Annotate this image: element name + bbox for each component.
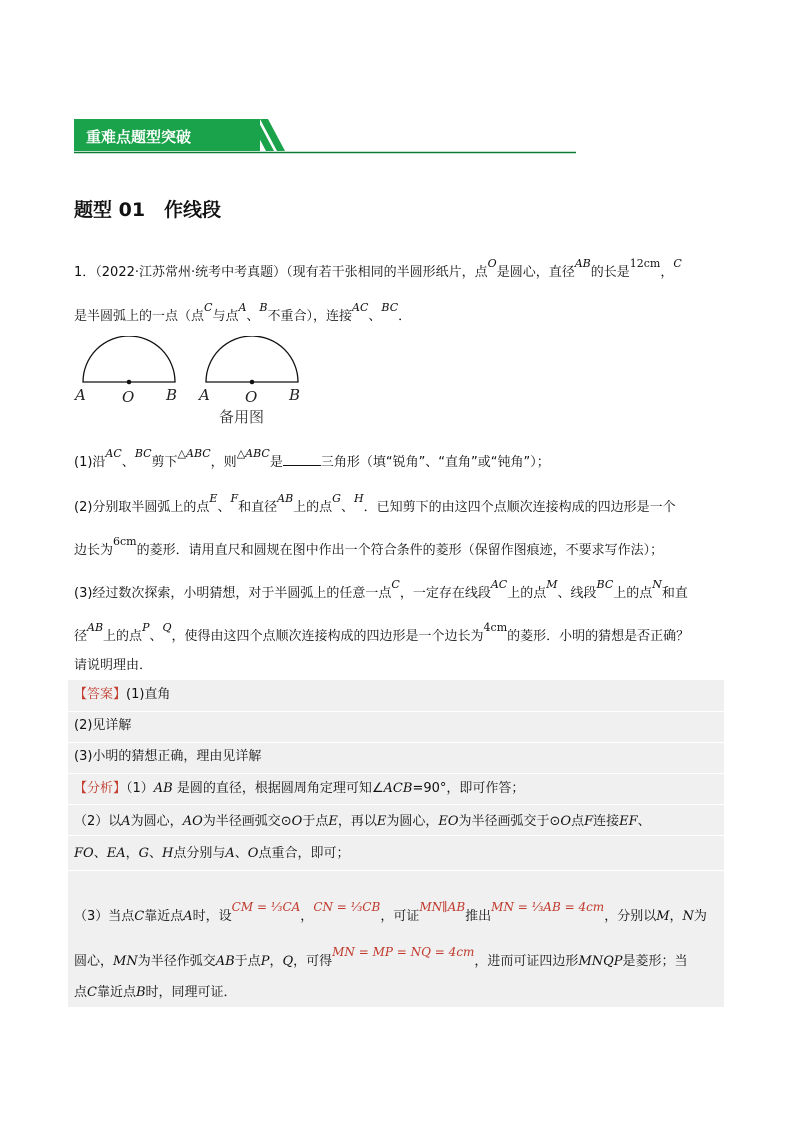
math-var: EA [106,846,126,861]
row-divider [68,773,724,774]
math-var: AO [182,814,203,829]
answer-3: (3)小明的猜想正确，理由见详解 [74,749,262,764]
formula-cn: CN = ⅓CB [313,900,381,914]
analysis-text: 为 [693,909,707,924]
math-value: 12cm [629,257,661,270]
math-var: AC [490,578,508,591]
analysis-line-4 [74,900,707,928]
analysis-line-2 [74,811,651,833]
math-var: O [291,814,303,829]
q-text: 三角形（填“锐角”、“直角”或“钝角”）； [320,455,550,470]
math-var: E [209,492,218,505]
math-var: AC [352,301,369,314]
q-text: 上的点 [293,500,333,515]
formula-parallel: MN∥AB [419,900,466,914]
math-var: MNQP [578,954,623,969]
stem-text: 的长是 [590,265,630,280]
analysis-text: 点 [74,985,88,1000]
math-var: A [225,846,235,861]
stem-text: 与点 [212,309,239,324]
math-var: A [121,814,131,829]
stem-text: ． [398,309,412,324]
figure-caption: 备用图 [219,408,265,426]
stem-text: 不重合），连接 [267,309,353,324]
stem-text: 、 [368,309,382,324]
math-var: C [391,578,400,591]
math-var: Q [162,621,172,634]
math-var: BC [596,578,614,591]
stem-text: （现有若干张相同的半圆形纸片，点 [286,265,488,280]
row-divider [68,804,724,805]
answer-blank [283,453,321,466]
analysis-text: 为半径画弧交于⊙ [458,814,561,829]
math-var: M [656,909,670,924]
q-text: 和直径 [238,500,278,515]
math-var: C [87,985,97,1000]
math-var: H [162,846,174,861]
section-banner-label: 重难点题型突破 [86,128,192,146]
analysis-text: 靠近点 [144,909,184,924]
q-text: 、 [149,629,163,644]
stem-text: ， [660,265,674,280]
semicircle-figures [70,336,310,431]
math-var: F [230,492,239,505]
analysis-text: ，分别以 [604,909,657,924]
math-var: N [682,909,694,924]
analysis-text: 、 [93,846,107,861]
question-1 [74,447,550,474]
analysis-text: 是圆的直径，根据圆周角定理可知∠ [172,781,384,796]
answer-2: (2)见详解 [74,718,132,733]
q-text: ．已知剪下的由这四个点顺次连接构成的四边形是一个 [363,500,676,515]
problem-source: （2022·江苏常州·统考中考真题） [95,265,287,280]
analysis-text: 点分别与 [173,846,226,861]
math-var: AB [215,954,235,969]
q-text: 边长为 [74,543,114,558]
analysis-text: 圆心， [74,954,114,969]
label-o-1: O [122,388,135,406]
analysis-text: ， [125,846,139,861]
analysis-line-3 [74,843,349,865]
math-var: F [584,814,594,829]
math-var: G [138,846,149,861]
label-b-2: B [289,386,301,404]
question-2-line-1 [74,492,676,519]
semicircle-2 [206,336,298,382]
math-var: G [332,492,341,505]
question-3-line-2 [74,621,690,648]
math-var: C [673,257,682,270]
math-var: C [204,301,213,314]
analysis-text: ，再以 [337,814,377,829]
analysis-text: ， [269,954,283,969]
analysis-text: 为圆心， [386,814,439,829]
q-text: 的菱形．小明的猜想是否正确？ [507,629,690,644]
semicircle-1 [83,336,175,382]
formula-rhombus: MN = MP = NQ = 4cm [332,945,475,959]
q-text: ，则 [210,455,237,470]
analysis-text: 连接 [593,814,620,829]
center-dot-2 [250,380,255,385]
math-var: AB [277,492,294,505]
math-var: A [238,301,247,314]
label-b-1: B [166,386,178,404]
label-a-2: A [199,386,210,404]
analysis-text: 靠近点 [96,985,136,1000]
analysis-text: （1） [126,781,154,796]
q-text: ，使得由这四个点顺次连接构成的四边形是一个边长为 [171,629,484,644]
q-text: (1)沿 [74,455,106,470]
math-var: ABC [186,447,211,460]
label-o-2: O [245,388,258,406]
math-var: E [328,814,338,829]
math-var: FO [74,846,94,861]
center-dot-1 [127,380,132,385]
q-text: 、 [340,500,354,515]
section-banner [74,119,576,155]
q-text: 和直 [661,586,688,601]
formula-mn: MN = ⅓AB = 4cm [491,900,605,914]
math-var: O [247,846,259,861]
math-var: P [142,621,150,634]
math-var: AB [153,781,173,796]
math-var: B [259,301,268,314]
row-divider [68,870,724,871]
analysis-text: 、 [149,846,163,861]
math-var: A [183,909,193,924]
analysis-text: （3）当点 [74,909,135,924]
math-var: P [260,954,270,969]
q-text: 上的点 [613,586,653,601]
math-value: 6cm [113,535,137,548]
analysis-text: ，进而可证四边形 [474,954,579,969]
analysis-text: 推出 [465,909,492,924]
row-divider [68,711,724,712]
analysis-line-5 [74,945,688,973]
label-a-1: A [75,386,86,404]
q-text: 的菱形．请用直尺和圆规在图中作出一个符合条件的菱形（保留作图痕迹，不要求写作法）； [136,543,664,558]
math-var: EF [619,814,638,829]
analysis-tag: 【分析】 [74,781,127,796]
stem-text: 是圆心，直径 [496,265,575,280]
q-text: 、 [121,455,135,470]
math-var: BC [134,447,152,460]
stem-text: 、 [246,309,260,324]
math-var: BC [381,301,399,314]
math-var: AB [87,621,104,634]
formula-cm: CM = ⅓CA [231,900,301,914]
math-var: C [134,909,145,924]
analysis-text: （2）以 [74,814,122,829]
problem-number: 1． [74,265,96,280]
stem-text: 是半圆弧上的一点（点 [74,309,205,324]
question-2-line-2 [74,535,664,562]
q-text: 、 [217,500,231,515]
analysis-line-1 [74,778,524,800]
triangle-symbol: △ [236,447,246,460]
q-text: ，一定存在线段 [399,586,491,601]
topic-title: 题型 01 作线段 [74,199,222,221]
math-var: ABC [245,447,270,460]
question-3-line-3: 请说明理由． [74,658,153,673]
analysis-line-6 [74,982,237,1004]
row-divider [68,835,724,836]
q-text: 上的点 [507,586,547,601]
q-text: (3)经过数次探索，小明猜想，对于半圆弧上的任意一点 [74,586,392,601]
math-var: B [135,985,146,1000]
analysis-text: 、 [637,814,651,829]
math-value: 4cm [483,621,508,634]
q-text: 上的点 [103,629,143,644]
math-var: AB [574,257,591,270]
math-var: M [546,578,558,591]
math-var: AC [105,447,122,460]
analysis-text: 于点 [234,954,261,969]
answer-line-1 [74,684,170,706]
analysis-text: 、 [234,846,248,861]
analysis-text: ，可得 [293,954,333,969]
row-divider [68,742,724,743]
analysis-text: ， [669,909,683,924]
math-var: H [353,492,364,505]
analysis-text: 是菱形；当 [622,954,688,969]
analysis-text: 时，设 [192,909,232,924]
triangle-symbol: △ [177,447,187,460]
math-var: EO [438,814,459,829]
analysis-text: =90°，即可作答； [412,781,525,796]
question-3-line-1 [74,578,688,605]
analysis-text: 于点 [302,814,329,829]
q-text: 是 [269,455,283,470]
math-var: O [487,257,497,270]
analysis-text: ，可证 [380,909,420,924]
answer-tag: 【答案】 [74,687,127,702]
analysis-text: 时，同理可证． [145,985,237,1000]
answer-1: (1)直角 [126,687,171,702]
analysis-text: 为半径作弧交 [137,954,216,969]
analysis-text: 为半径画弧交⊙ [202,814,292,829]
q-text: 剪下 [151,455,178,470]
math-var: MN [113,954,138,969]
problem-stem-line-2 [74,301,412,328]
analysis-text: 点 [571,814,585,829]
math-var: E [376,814,387,829]
analysis-text: 点重合，即可； [258,846,350,861]
q-text: 、线段 [557,586,597,601]
math-var: N [652,578,662,591]
math-var: O [560,814,572,829]
math-var: ACB [383,781,413,796]
math-var: Q [282,954,294,969]
problem-stem-line-1 [74,257,682,284]
analysis-text: ， [300,909,314,924]
q-text: (2)分别取半圆弧上的点 [74,500,210,515]
analysis-text: 为圆心， [130,814,183,829]
q-text: 径 [74,629,88,644]
